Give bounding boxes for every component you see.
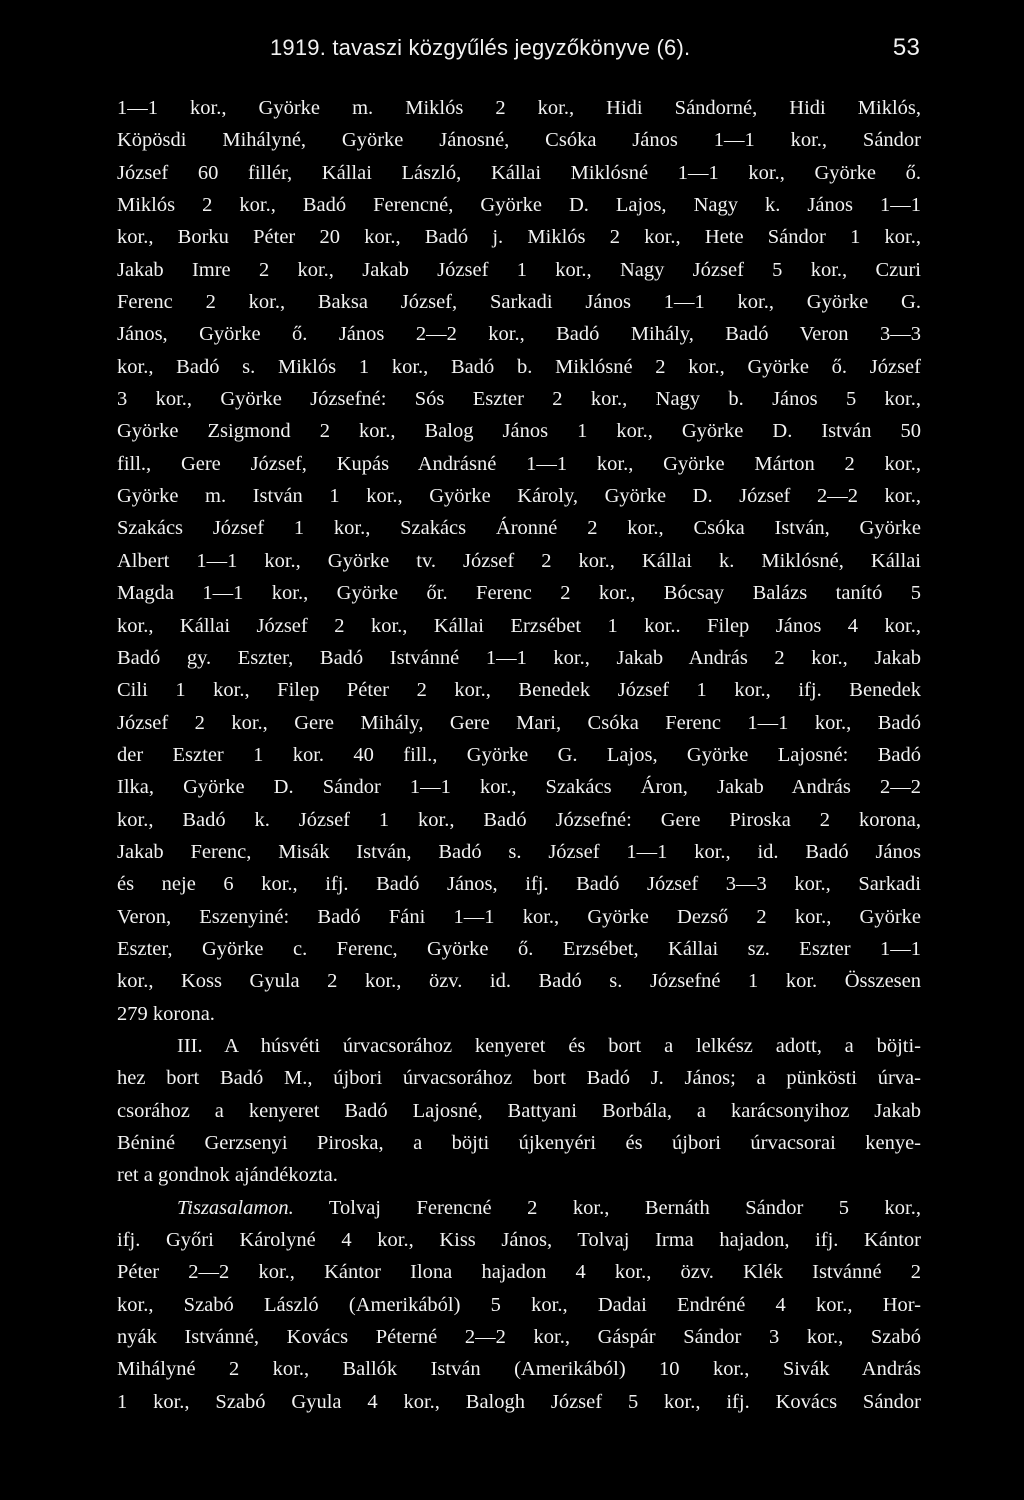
text-line-tiszasalamon [117,1192,921,1224]
text-line: Cili 1 kor., Filep Péter 2 kor., Benedek József 1 kor., ifj. Benedek [117,679,921,702]
text-line: 279 korona. [117,1002,215,1025]
text-line: fill., Gere József, Kupás Andrásné 1—1 kor., Györke Márton 2 kor., [117,452,921,475]
text-line: hez bort Badó M., újbori úrvacsorához bort Badó J. János; a pünkösti úrva- [117,1067,921,1090]
text-line: III. A húsvéti úrvacsorához kenyeret és bort a lelkész adott, a böjti- [177,1034,921,1057]
text-line: és neje 6 kor., ifj. Badó János, ifj. Badó József 3—3 kor., Sarkadi [117,873,921,896]
text-line: Veron, Eszenyiné: Badó Fáni 1—1 kor., Györke Dezső 2 kor., Györke [117,905,921,928]
text-line: Miklós 2 kor., Badó Ferencné, Györke D. Lajos, Nagy k. János 1—1 [117,194,921,217]
text-line: Badó gy. Eszter, Badó Istvánné 1—1 kor., Jakab András 2 kor., Jakab [117,646,921,669]
text-line: kor., Kállai József 2 kor., Kállai Erzsébet 1 kor.. Filep János 4 kor., [117,614,921,637]
text-line: kor., Badó s. Miklós 1 kor., Badó b. Miklósné 2 kor., Györke ő. József [117,355,921,378]
text-line: kor., Koss Gyula 2 kor., özv. id. Badó s. Józsefné 1 kor. Összesen [117,970,921,993]
text-line: Jakab Imre 2 kor., Jakab József 1 kor., Nagy József 5 kor., Czuri [117,258,921,281]
text-line: nyák Istvánné, Kovács Péterné 2—2 kor., Gáspár Sándor 3 kor., Szabó [117,1326,921,1349]
page-number: 53 [892,34,920,61]
text-line: József 2 kor., Gere Mihály, Gere Mari, Csóka Ferenc 1—1 kor., Badó [117,711,921,734]
text-line: Györke m. István 1 kor., Györke Károly, Györke D. József 2—2 kor., [117,485,921,508]
text-line: Jakab Ferenc, Misák István, Badó s. József 1—1 kor., id. Badó János [117,840,921,863]
text-line: Magda 1—1 kor., Györke őr. Ferenc 2 kor., Bócsay Balázs tanító 5 [117,582,921,605]
text-line: kor., Szabó László (Amerikából) 5 kor., Dadai Endréné 4 kor., Hor- [117,1293,921,1316]
text-line-rest: Tolvaj Ferencné 2 kor., Bernáth Sándor 5 kor., [293,1196,921,1219]
text-line: ifj. Győri Károlyné 4 kor., Kiss János, Tolvaj Irma hajadon, ifj. Kántor [117,1229,921,1252]
text-line: József 60 fillér, Kállai László, Kállai Miklósné 1—1 kor., Györke ő. [117,161,921,184]
text-line: Péter 2—2 kor., Kántor Ilona hajadon 4 kor., özv. Klék Istvánné 2 [117,1261,921,1284]
text-line: Szakács József 1 kor., Szakács Áronné 2 kor., Csóka István, Györke [117,517,921,540]
text-line: csorához a kenyeret Badó Lajosné, Battyani Borbála, a karácsonyihoz Jakab [117,1099,921,1122]
text-line: Ferenc 2 kor., Baksa József, Sarkadi János 1—1 kor., Györke G. [117,291,921,314]
text-line: kor., Badó k. József 1 kor., Badó Józsefné: Gere Piroska 2 korona, [117,808,921,831]
page-title: 1919. tavaszi közgyűlés jegyzőkönyve (6). [270,35,691,60]
text-line: Albert 1—1 kor., Györke tv. József 2 kor., Kállai k. Miklósné, Kállai [117,549,921,572]
text-line: Mihályné 2 kor., Ballók István (Amerikából) 10 kor., Sivák András [117,1358,921,1381]
text-line: 3 kor., Györke Józsefné: Sós Eszter 2 kor., Nagy b. János 5 kor., [117,388,921,411]
text-line: der Eszter 1 kor. 40 fill., Györke G. Lajos, Györke Lajosné: Badó [117,743,921,766]
page-header [270,34,920,68]
text-line: ret a gondnok ajándékozta. [117,1164,338,1187]
text-line: 1—1 kor., Györke m. Miklós 2 kor., Hidi Sándorné, Hidi Miklós, [117,97,921,119]
place-name: Tiszasalamon. [177,1196,294,1219]
text-line: 1 kor., Szabó Gyula 4 kor., Balogh József 5 kor., ifj. Kovács Sándor [117,1390,921,1413]
text-line: Györke Zsigmond 2 kor., Balog János 1 kor., Györke D. István 50 [117,420,921,443]
text-line: Ilka, Györke D. Sándor 1—1 kor., Szakács Áron, Jakab András 2—2 [117,776,921,799]
body-text [117,92,921,1418]
text-line: János, Györke ő. János 2—2 kor., Badó Mihály, Badó Veron 3—3 [117,323,921,346]
text-line: Köpösdi Mihályné, Györke Jánosné, Csóka János 1—1 kor., Sándor [117,129,921,152]
text-line: Béniné Gerzsenyi Piroska, a böjti újkenyéri és újbori úrvacsorai kenye- [117,1132,921,1154]
text-line: Eszter, Györke c. Ferenc, Györke ő. Erzsébet, Kállai sz. Eszter 1—1 [117,937,921,960]
text-line: kor., Borku Péter 20 kor., Badó j. Miklós 2 kor., Hete Sándor 1 kor., [117,226,921,249]
